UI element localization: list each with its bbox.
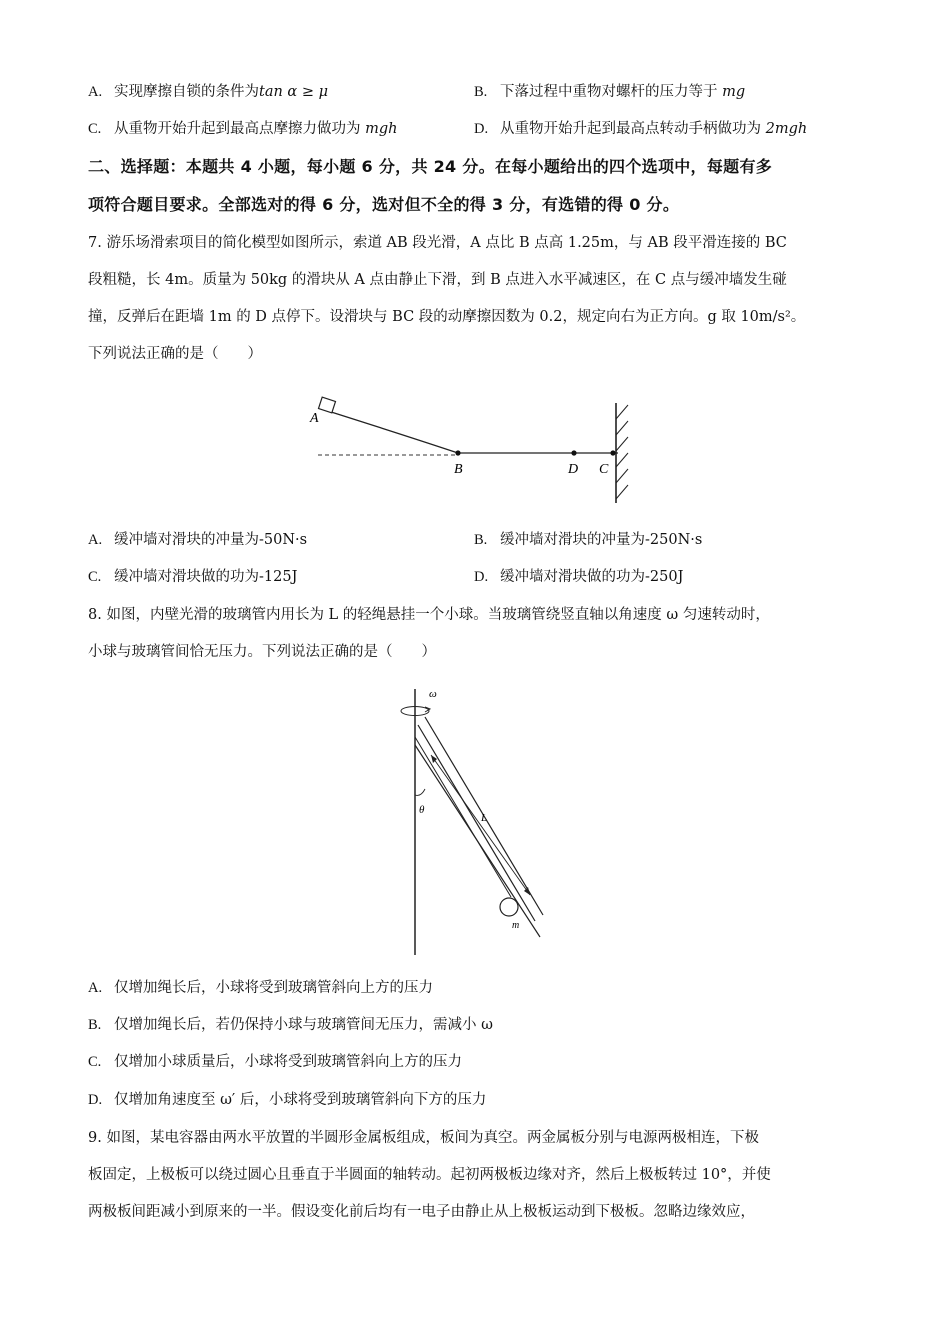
q7-label-b: B — [454, 462, 463, 477]
q7-label-c: C — [599, 462, 609, 477]
q7-slope-ab — [328, 411, 458, 453]
q8-string — [415, 737, 511, 897]
q7-point-d — [571, 450, 576, 455]
q8-label-l: L — [481, 812, 488, 824]
q6-option-b: B. 下落过程中重物对螺杆的压力等于 mg — [474, 84, 746, 100]
q6-option-c: C. 从重物开始升起到最高点摩擦力做功为 mgh — [88, 121, 398, 137]
q7-option-d: D. 缓冲墙对滑块做的功为-250J — [474, 569, 684, 585]
q7-point-c — [610, 450, 615, 455]
q7-label-d: D — [568, 462, 579, 477]
section2-heading-line1: 二、选择题：本题共 4 小题，每小题 6 分，共 24 分。在每小题给出的四个选项中，每题有多 — [88, 157, 773, 176]
q6-option-d: D. 从重物开始升起到最高点转动手柄做功为 2mgh — [474, 121, 808, 137]
q8-label-theta: θ — [419, 804, 425, 816]
q8-label-omega: ω — [429, 688, 437, 700]
q7-option-c: C. 缓冲墙对滑块做的功为-125J — [88, 569, 298, 585]
q7-point-b — [455, 450, 460, 455]
q6-option-a: A. 实现摩擦自锁的条件为tan α ≥ μ — [88, 84, 329, 100]
q8-length-dimension — [431, 755, 530, 895]
q7-label-a: A — [310, 411, 319, 426]
q7-option-b: B. 缓冲墙对滑块的冲量为-250N·s — [474, 532, 703, 548]
q7-option-a: A. 缓冲墙对滑块的冲量为-50N·s — [88, 532, 308, 548]
q8-option-a: A. 仅增加绳长后，小球将受到玻璃管斜向上方的压力 — [88, 980, 433, 996]
q8-stem-line1: 8. 如图，内壁光滑的玻璃管内用长为 L 的轻绳悬挂一个小球。当玻璃管绕竖直轴以角速度 ω 匀速转动时， — [88, 607, 770, 623]
q8-stem-line2: 小球与玻璃管间恰无压力。下列说法正确的是（ ） — [88, 644, 436, 660]
section2-heading-line2: 项符合题目要求。全部选对的得 6 分，选对但不全的得 3 分，有选错的得 0 分。 — [88, 195, 680, 214]
q7-wall-hatching — [616, 405, 628, 499]
q8-ball — [500, 898, 518, 916]
q7-slider-block — [318, 397, 335, 413]
q7-figure — [300, 385, 650, 510]
q8-label-m: m — [512, 920, 520, 931]
q8-option-c: C. 仅增加小球质量后，小球将受到玻璃管斜向上方的压力 — [88, 1054, 462, 1070]
q7-stem-line4: 下列说法正确的是（ ） — [88, 346, 262, 362]
q8-tube-inner-line — [418, 725, 535, 921]
q9-stem-line1: 9. 如图，某电容器由两水平放置的半圆形金属板组成，板间为真空。两金属板分别与电源两极相连，下极 — [88, 1130, 759, 1146]
q7-stem-line1: 7. 游乐场滑索项目的简化模型如图所示，索道 AB 段光滑，A 点比 B 点高 1.25m，与 AB 段平滑连接的 BC — [88, 235, 787, 251]
q7-stem-line3: 撞，反弹后在距墙 1m 的 D 点停下。设滑块与 BC 段的动摩擦因数为 0.2，规定向右为正方向。g 取 10m/s²。 — [88, 309, 806, 325]
q8-figure — [385, 685, 555, 957]
q9-stem-line2: 板固定，上极板可以绕过圆心且垂直于半圆面的轴转动。起初两极板边缘对齐，然后上极板转过 10°，并使 — [88, 1167, 771, 1183]
q9-stem-line3: 两极板间距减小到原来的一半。假设变化前后均有一电子由静止从上极板运动到下极板。忽略边缘效应， — [88, 1204, 755, 1220]
q8-option-b: B. 仅增加绳长后，若仍保持小球与玻璃管间无压力，需减小 ω — [88, 1017, 493, 1033]
q8-option-d: D. 仅增加角速度至 ω′ 后，小球将受到玻璃管斜向下方的压力 — [88, 1092, 487, 1108]
q7-stem-line2: 段粗糙，长 4m。质量为 50kg 的滑块从 A 点由静止下滑，到 B 点进入水平减速区，在 C 点与缓冲墙发生碰 — [88, 272, 787, 288]
q8-angle-arc — [415, 789, 425, 795]
